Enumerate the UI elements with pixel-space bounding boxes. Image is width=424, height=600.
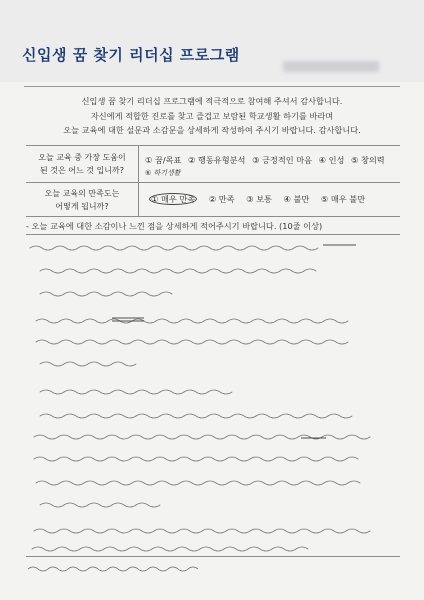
intro-line: 자신에게 적합한 진로를 찾고 즐겁고 보람된 학교생활 하기를 바라며 <box>90 110 334 121</box>
question-text: 어떻게 됩니까? <box>55 201 109 211</box>
header-band <box>0 0 424 82</box>
handwriting-line <box>30 246 318 250</box>
options-cell <box>139 183 400 216</box>
intro-line: 오늘 교육에 대한 설문과 소감문을 상세하게 작성하여 주시기 바랍니다. 감사합니다. <box>63 125 361 135</box>
essay-area <box>26 234 400 557</box>
option-satisfied[interactable]: ② 만족 <box>208 194 235 204</box>
option-very-dissatisfied[interactable]: ⑤ 매우 불만 <box>320 194 366 204</box>
option-dissatisfied[interactable]: ④ 불만 <box>283 194 310 204</box>
option-very-satisfied[interactable]: ① 매우 만족 <box>151 194 196 204</box>
question-text: 오늘 교육 중 가장 도움이 <box>38 153 126 162</box>
handwritten-answer: ⑥ 하기생활 <box>145 169 181 177</box>
options-cell <box>139 146 400 182</box>
margin-scribble <box>28 567 198 571</box>
intro-line: 신입생 꿈 찾기 리더십 프로그램에 적극적으로 참여해 주셔서 감사합니다. <box>81 96 343 106</box>
handwriting-line <box>36 481 360 485</box>
option-creativity[interactable]: ⑤ 창의력 <box>351 155 385 165</box>
handwriting-scribbles <box>26 235 400 556</box>
margin-handwriting <box>26 562 211 574</box>
option-dream-goal[interactable]: ① 꿈/목표 <box>145 155 182 165</box>
handwriting-line <box>32 547 308 551</box>
survey-row-helpful <box>26 146 400 183</box>
handwriting-line <box>36 340 348 344</box>
option-character[interactable]: ④ 인성 <box>318 155 345 165</box>
page-title: 신입생 꿈 찾기 리더십 프로그램 <box>22 46 240 64</box>
handwriting-line <box>40 503 160 507</box>
handwriting-line <box>40 390 232 394</box>
handwriting-line <box>40 362 136 366</box>
redacted-name <box>283 61 379 72</box>
handwriting-line <box>40 414 352 418</box>
option-neutral[interactable]: ③ 보통 <box>246 194 272 204</box>
question-text: 오늘 교육의 만족도는 <box>44 188 120 198</box>
handwriting-line <box>34 529 370 533</box>
essay-prompt: - 오늘 교육에 대한 소감이나 느낀 점을 상세하게 적어주시기 바랍니다. (10줄 이상) <box>26 221 323 231</box>
option-positive-mind[interactable]: ③ 긍정적인 마음 <box>252 155 313 165</box>
question-cell <box>26 146 139 182</box>
handwriting-line <box>36 319 348 323</box>
question-text: 된 것은 어느 것 입니까? <box>40 166 124 175</box>
handwriting-line <box>34 457 358 461</box>
handwriting-line <box>40 292 172 296</box>
handwriting-line <box>40 269 316 273</box>
question-cell <box>26 183 139 216</box>
intro-text <box>26 94 398 138</box>
divider <box>24 86 400 87</box>
survey-table <box>26 145 400 217</box>
survey-row-satisfaction <box>26 183 400 216</box>
option-behavior-analysis[interactable]: ② 행동유형분석 <box>188 155 246 165</box>
